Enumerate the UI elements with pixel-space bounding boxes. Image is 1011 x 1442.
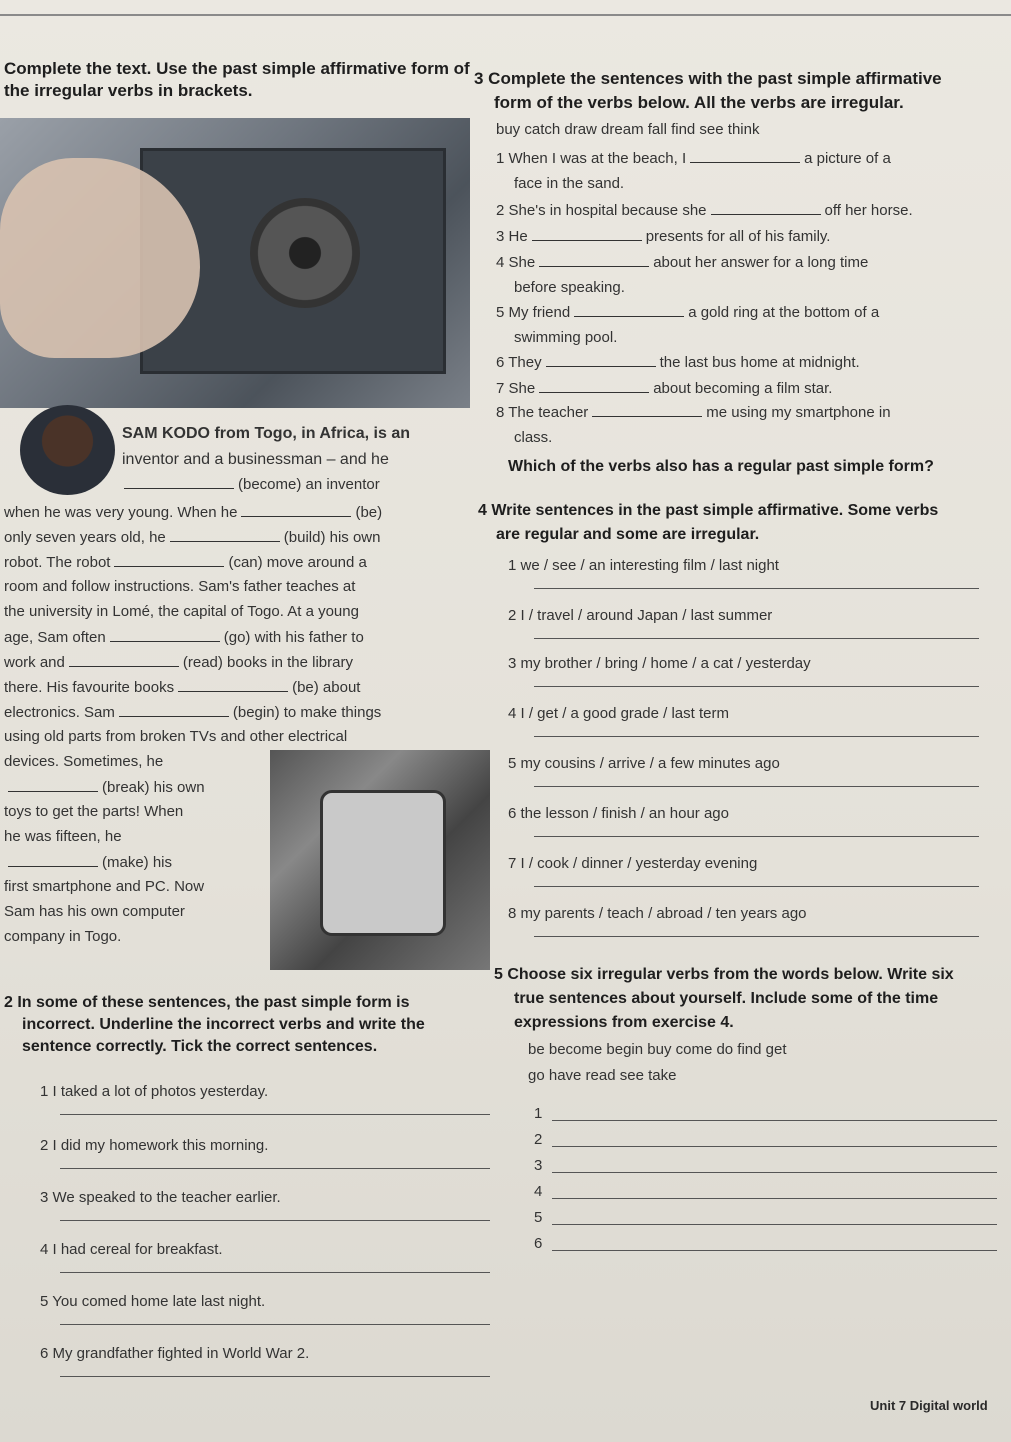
ex2-item-3: 3 We speaked to the teacher earlier. (40, 1189, 281, 1206)
ex3-s7b: about becoming a film star. (653, 380, 833, 397)
ex3-s4c: before speaking. (514, 279, 625, 296)
ex3-s1b: a picture of a (804, 150, 891, 167)
ex1-line-7: room and follow instructions. Sam's father teaches at (4, 578, 356, 595)
ex3-s1c: face in the sand. (514, 175, 625, 192)
ex4-heading-line2: are regular and some are irregular. (496, 526, 760, 543)
ex3-blank-5[interactable] (574, 302, 684, 317)
ex3-s2a: 2 She's in hospital because she (496, 202, 707, 219)
ex1-line-16: toys to get the parts! When (4, 803, 184, 820)
ex3-blank-8[interactable] (592, 402, 702, 417)
ex2-answer-line-2[interactable] (60, 1168, 490, 1169)
ex1-line-4b: (be) (355, 504, 383, 521)
ex1-line-6b: (can) move around a (228, 554, 367, 571)
ex1-line-5a: only seven years old, he (4, 529, 166, 546)
ex3-s6a: 6 They (496, 354, 542, 371)
blank-6[interactable] (69, 652, 179, 667)
ex3-s4a: 4 She (496, 254, 536, 271)
ex4-answer-line-4[interactable] (534, 736, 979, 737)
ex1-line-5b: (build) his own (283, 529, 381, 546)
ex3-blank-3[interactable] (532, 226, 642, 241)
ex5-answer-line-2[interactable] (552, 1146, 997, 1147)
ex3-blank-4[interactable] (539, 252, 649, 267)
ex4-item-4: 4 I / get / a good grade / last term (508, 705, 729, 722)
ex1-line-4a: when he was very young. When he (4, 504, 238, 521)
ex5-answer-line-3[interactable] (552, 1172, 997, 1173)
ex1-line-12a: electronics. Sam (4, 704, 115, 721)
ex3-s8a: 8 The teacher (496, 404, 589, 421)
ex5-heading-line3: expressions from exercise 4. (514, 1014, 734, 1031)
ex2-item-4: 4 I had cereal for breakfast. (40, 1241, 223, 1258)
ex1-line-19: first smartphone and PC. Now (4, 878, 205, 895)
ex1-line-14: devices. Sometimes, he (4, 753, 164, 770)
ex1-line-17: he was fifteen, he (4, 828, 122, 845)
blank-8[interactable] (119, 702, 229, 717)
blank-1[interactable] (124, 474, 234, 489)
ex3-heading-line2: form of the verbs below. All the verbs are irregular. (494, 93, 904, 112)
ex1-heading-line1: Complete the text. Use the past simple affirmative form of (4, 59, 470, 78)
ex5-num-6: 6 (534, 1235, 543, 1252)
ex3-s5c: swimming pool. (514, 329, 618, 346)
ex4-answer-line-6[interactable] (534, 836, 979, 837)
ex4-item-1: 1 we / see / an interesting film / last night (508, 557, 779, 574)
ex1-line-20: Sam has his own computer (4, 903, 185, 920)
ex5-num-4: 4 (534, 1183, 543, 1200)
blank-4[interactable] (114, 552, 224, 567)
ex3-blank-2[interactable] (711, 200, 821, 215)
ex3-s4b: about her answer for a long time (653, 254, 869, 271)
ex3-blank-7[interactable] (539, 378, 649, 393)
blank-9[interactable] (8, 777, 98, 792)
ex4-item-3: 3 my brother / bring / home / a cat / yesterday (508, 655, 811, 672)
ex1-line-11b: (be) about (292, 679, 361, 696)
ex1-line-21: company in Togo. (4, 928, 122, 945)
ex5-num-3: 3 (534, 1157, 543, 1174)
ex2-answer-line-5[interactable] (60, 1324, 490, 1325)
ex2-item-1: 1 I taked a lot of photos yesterday. (40, 1083, 269, 1100)
ex5-heading-line2: true sentences about yourself. Include some of the time (514, 990, 939, 1007)
robot-photo (270, 750, 490, 970)
unit-footer: Unit 7 Digital world (870, 1398, 988, 1413)
ex3-heading-line1: 3 Complete the sentences with the past simple affirmative (474, 69, 942, 88)
ex2-answer-line-6[interactable] (60, 1376, 490, 1377)
ex1-heading-line2: the irregular verbs in brackets. (4, 81, 253, 100)
ex5-num-5: 5 (534, 1209, 543, 1226)
ex1-line-18: (make) his (102, 854, 173, 871)
ex2-heading-line2: incorrect. Underline the incorrect verbs and write the (22, 1016, 425, 1033)
ex2-answer-line-3[interactable] (60, 1220, 490, 1221)
ex4-answer-line-7[interactable] (534, 886, 979, 887)
ex4-item-5: 5 my cousins / arrive / a few minutes ago (508, 755, 780, 772)
ex5-heading-line1: 5 Choose six irregular verbs from the words below. Write six (494, 966, 954, 983)
ex3-s5a: 5 My friend (496, 304, 571, 321)
ex2-heading-line1: 2 In some of these sentences, the past simple form is (4, 994, 410, 1011)
ex5-word-bank-1: be become begin buy come do find get (528, 1041, 787, 1058)
ex3-s8c: class. (514, 429, 553, 446)
ex1-line-1: SAM KODO from Togo, in Africa, is an (122, 425, 411, 442)
ex1-line-9b: (go) with his father to (223, 629, 364, 646)
blank-5[interactable] (110, 627, 220, 642)
ex1-line-15: (break) his own (102, 779, 205, 796)
ex4-answer-line-5[interactable] (534, 786, 979, 787)
ex5-answer-line-5[interactable] (552, 1224, 997, 1225)
ex4-heading-line1: 4 Write sentences in the past simple affirmative. Some verbs (478, 502, 939, 519)
ex4-item-8: 8 my parents / teach / abroad / ten years ago (508, 905, 807, 922)
ex2-item-5: 5 You comed home late last night. (40, 1293, 266, 1310)
ex5-answer-line-1[interactable] (552, 1120, 997, 1121)
ex3-s2b: off her horse. (824, 202, 913, 219)
blank-3[interactable] (170, 527, 280, 542)
ex4-item-7: 7 I / cook / dinner / yesterday evening (508, 855, 758, 872)
ex4-answer-line-2[interactable] (534, 638, 979, 639)
top-rule (0, 14, 1011, 16)
ex4-answer-line-3[interactable] (534, 686, 979, 687)
ex5-answer-line-6[interactable] (552, 1250, 997, 1251)
ex4-item-2: 2 I / travel / around Japan / last summer (508, 607, 773, 624)
ex1-line-9a: age, Sam often (4, 629, 106, 646)
ex3-blank-1[interactable] (690, 148, 800, 163)
ex5-answer-line-4[interactable] (552, 1198, 997, 1199)
ex3-s3b: presents for all of his family. (645, 228, 831, 245)
ex1-line-10a: work and (4, 654, 65, 671)
robot-image (320, 790, 446, 936)
ex4-answer-line-1[interactable] (534, 588, 979, 589)
ex5-num-1: 1 (534, 1105, 543, 1122)
ex3-word-bank: buy catch draw dream fall find see think (496, 121, 760, 138)
ex2-heading-line3: sentence correctly. Tick the correct sentences. (22, 1038, 378, 1055)
ex3-blank-6[interactable] (546, 352, 656, 367)
ex1-line-10b: (read) books in the library (182, 654, 353, 671)
sam-kodo-portrait (20, 405, 115, 495)
ex2-item-2: 2 I did my homework this morning. (40, 1137, 269, 1154)
ex3-s6b: the last bus home at midnight. (659, 354, 860, 371)
blank-2[interactable] (241, 502, 351, 517)
cooling-fan-image (250, 198, 360, 308)
ex1-line-8: the university in Lomé, the capital of Togo. At a young (4, 603, 359, 620)
ex3-s7a: 7 She (496, 380, 536, 397)
ex3-question: Which of the verbs also has a regular past simple form? (508, 458, 934, 475)
ex2-answer-line-1[interactable] (60, 1114, 490, 1115)
ex1-line-6a: robot. The robot (4, 554, 111, 571)
ex5-word-bank-2: go have read see take (528, 1067, 677, 1084)
electronics-photo (0, 118, 470, 408)
ex3-s5b: a gold ring at the bottom of a (688, 304, 880, 321)
ex4-answer-line-8[interactable] (534, 936, 979, 937)
ex4-item-6: 6 the lesson / finish / an hour ago (508, 805, 729, 822)
ex3-s3a: 3 He (496, 228, 528, 245)
ex2-answer-line-4[interactable] (60, 1272, 490, 1273)
blank-10[interactable] (8, 852, 98, 867)
ex3-s8b: me using my smartphone in (706, 404, 891, 421)
ex5-num-2: 2 (534, 1131, 543, 1148)
ex1-line-2: inventor and a businessman – and he (122, 451, 389, 468)
ex1-line-3: (become) an inventor (238, 476, 380, 493)
ex3-s1a: 1 When I was at the beach, I (496, 150, 687, 167)
ex1-line-12b: (begin) to make things (232, 704, 382, 721)
blank-7[interactable] (178, 677, 288, 692)
ex2-item-6: 6 My grandfather fighted in World War 2. (40, 1345, 310, 1362)
ex1-line-11a: there. His favourite books (4, 679, 175, 696)
ex1-line-13: using old parts from broken TVs and other electrical (4, 728, 348, 745)
